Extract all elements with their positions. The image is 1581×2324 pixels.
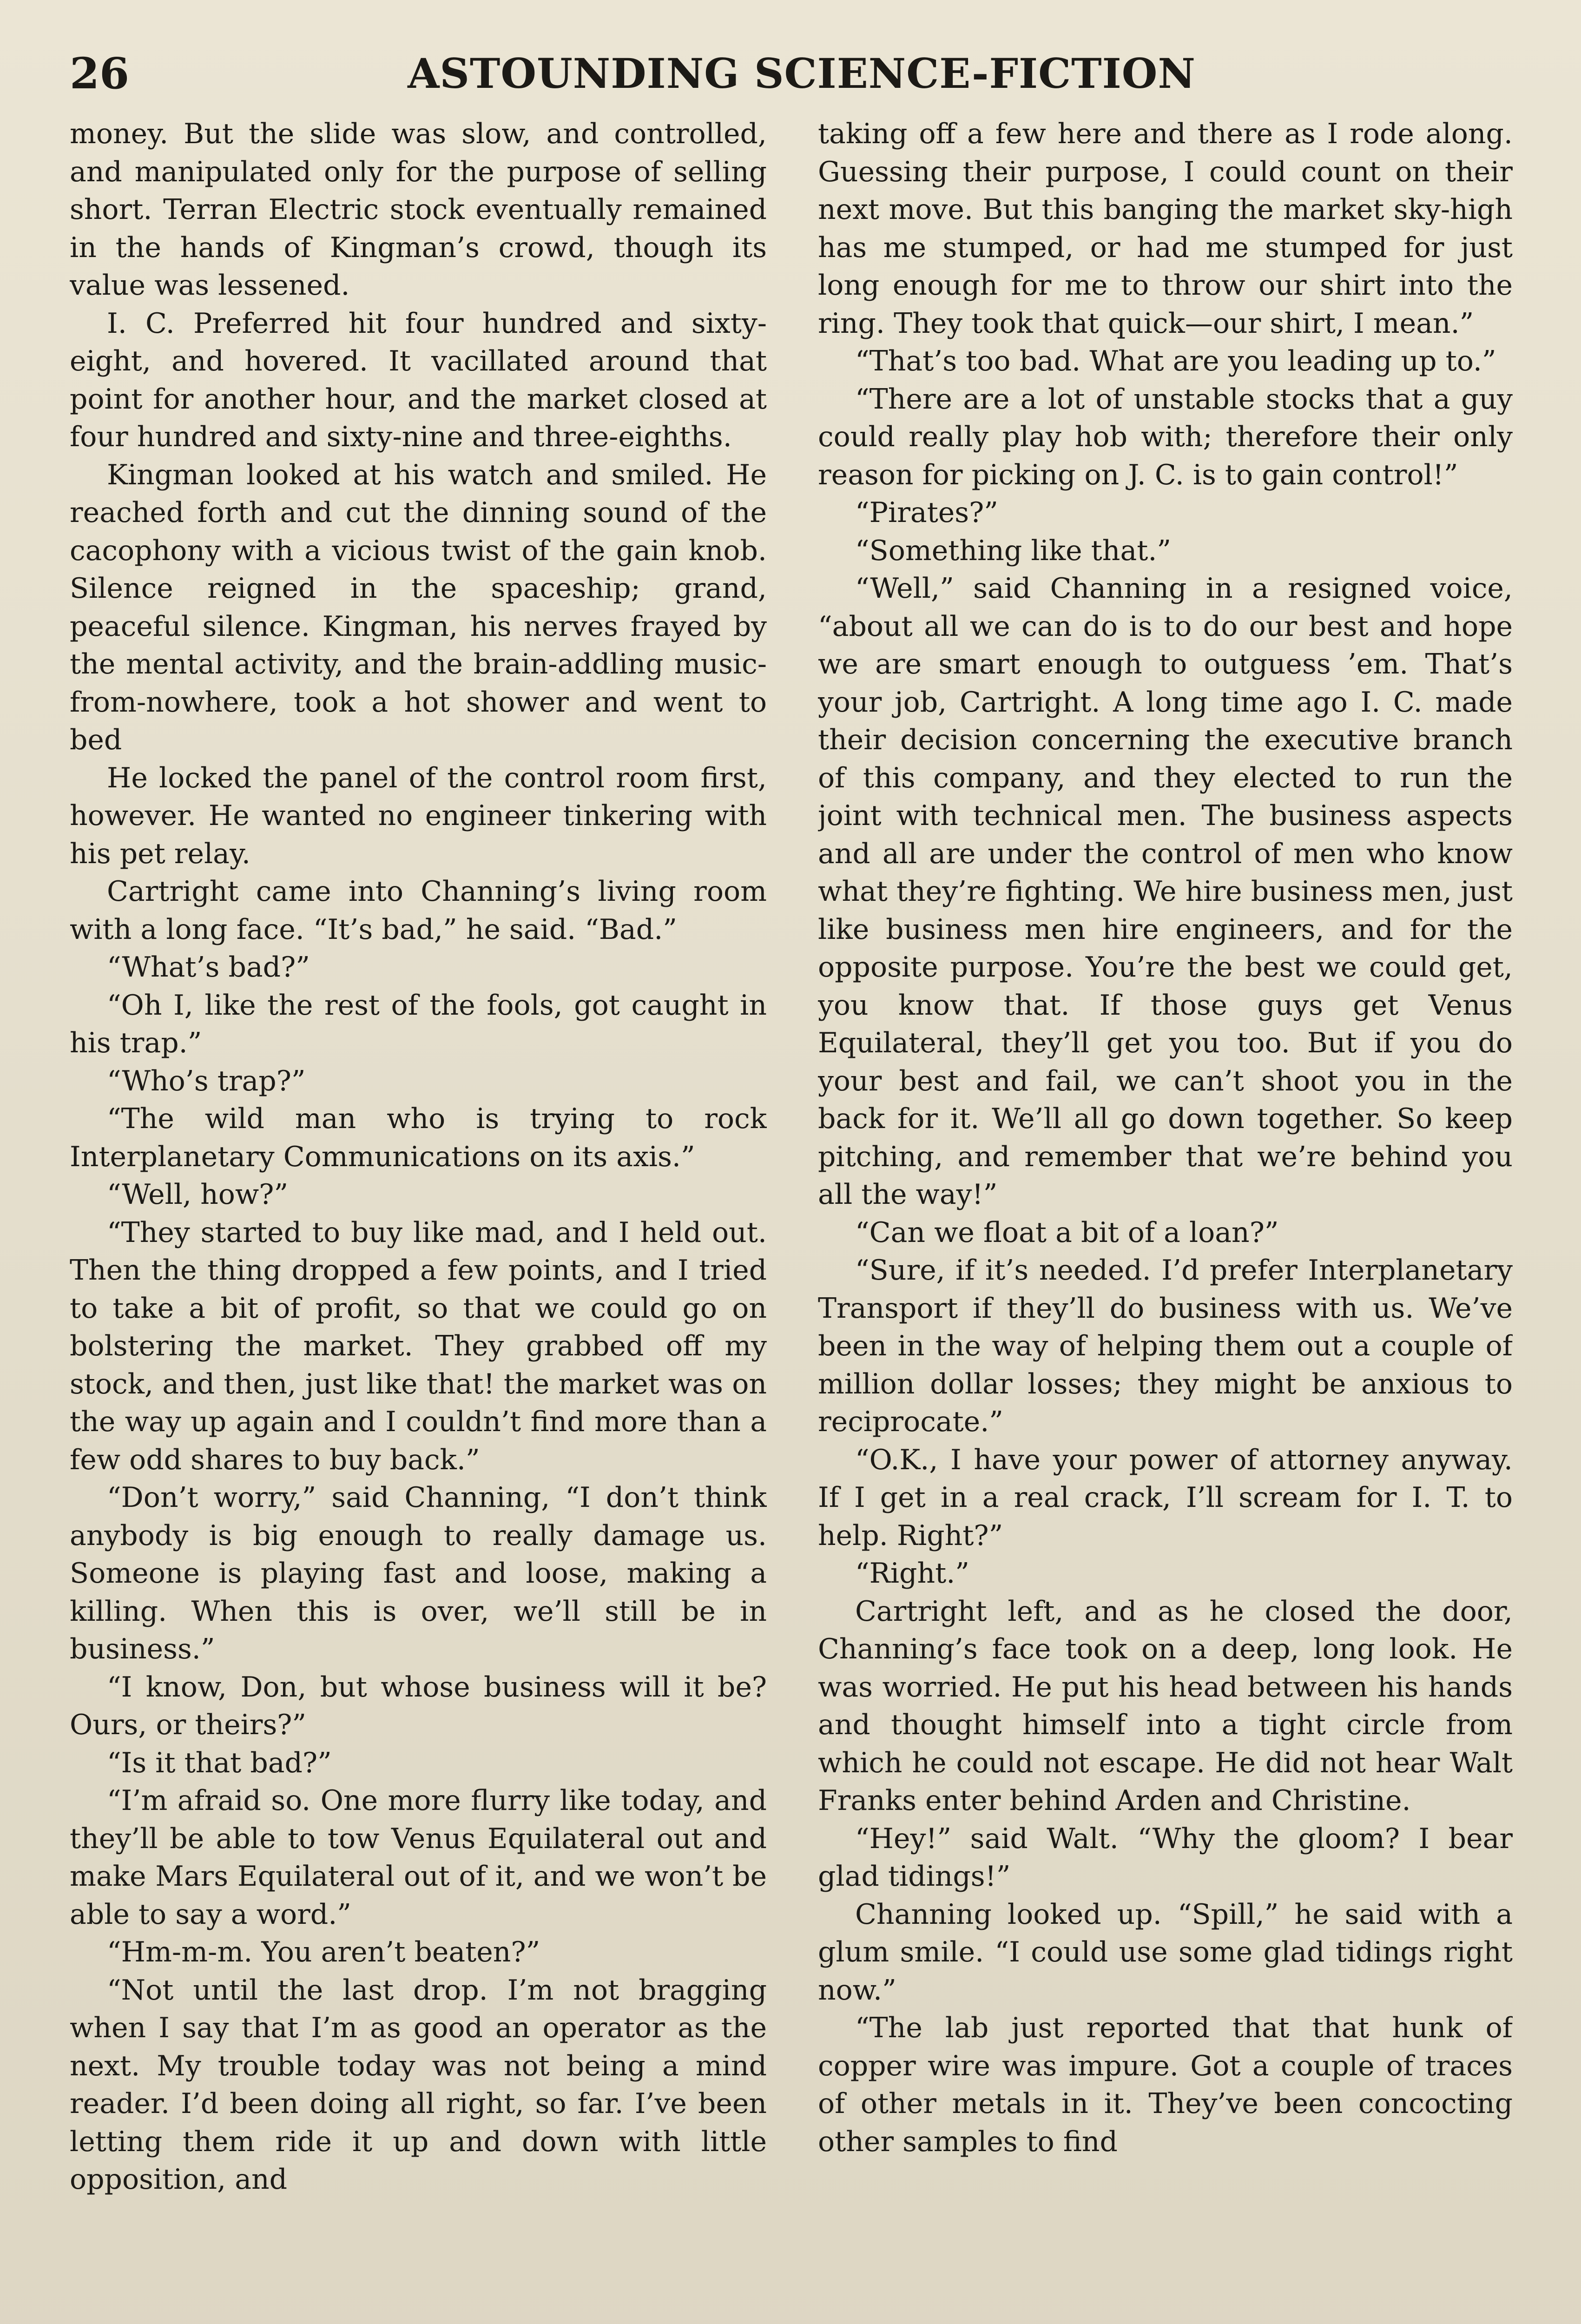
running-title: ASTOUNDING SCIENCE-FICTION bbox=[408, 49, 1196, 98]
paragraph: Cartright left, and as he closed the door, Channing’s face took on a deep, long look. He was worried. He put his head between his hands and thought himself into a tight circle from which he could not escape. He did not hear Walt Franks enter behind Arden and Christine. bbox=[818, 1595, 1513, 1817]
page-number: 26 bbox=[70, 48, 130, 99]
paragraph: “Oh I, like the rest of the fools, got caught in his trap.” bbox=[70, 989, 767, 1059]
paragraph: I. C. Preferred hit four hundred and sixty-eight, and hovered. It vacillated around that point for another hour, and the market closed at four hundred and sixty-nine and three-eighths. bbox=[70, 307, 767, 453]
paragraph: “They started to buy like mad, and I held out. Then the thing dropped a few points, and I tried to take a bit of profit, so that we could go on bolstering the market. They grabbed off my stock, and then, just like that! the market was on the way up again and I couldn’t find more than a few odd shares to buy back.” bbox=[70, 1216, 767, 1476]
paragraph: “Who’s trap?” bbox=[107, 1064, 306, 1097]
paragraph: “The wild man who is trying to rock Interplanetary Communications on its axis.” bbox=[70, 1103, 767, 1173]
paragraph: “Hey!” said Walt. “Why the gloom? I bear glad tidings!” bbox=[818, 1822, 1513, 1893]
paragraph: He locked the panel of the control room first, however. He wanted no engineer tinkering with his pet relay. bbox=[70, 761, 767, 870]
paragraph: “I know, Don, but whose business will it be? Ours, or theirs?” bbox=[70, 1670, 767, 1741]
paragraph: “Can we float a bit of a loan?” bbox=[855, 1216, 1279, 1249]
paragraph: Kingman looked at his watch and smiled. He reached forth and cut the dinning sound of the cacophony with a vicious twist of the gain knob. Silence reigned in the spaceship; grand, peaceful silence. Kingman, his nerves frayed by the mental activity, and the brain-addling music-from-nowhere, took a hot shower and went to bed bbox=[70, 458, 767, 756]
paragraph: “O.K., I have your power of attorney anyway. If I get in a real crack, I’ll scream for I. T. to help. Right?” bbox=[818, 1443, 1513, 1552]
paragraph: “The lab just reported that that hunk of copper wire was impure. Got a couple of traces of other metals in it. They’ve been concocting other samples to find bbox=[818, 2012, 1513, 2158]
paragraph: “Hm-m-m. You aren’t beaten?” bbox=[107, 1936, 540, 1968]
paragraph: “Don’t worry,” said Channing, “I don’t think anybody is big enough to really damage us. Someone is playing fast and loose, making a killing. When this is over, we’ll still be in business.” bbox=[70, 1481, 767, 1665]
left-column bbox=[70, 115, 767, 2324]
paragraph: “What’s bad?” bbox=[107, 951, 310, 984]
paragraph: “That’s too bad. What are you leading up to.” bbox=[855, 345, 1496, 377]
paragraph: taking off a few here and there as I rode along. Guessing their purpose, I could count on their next move. But this banging the market sky-high has me stumped, or had me stumped for just long enough for me to throw our shirt into the ring. They took that quick—our shirt, I mean.” bbox=[818, 118, 1513, 340]
paragraph: “There are a lot of unstable stocks that a guy could really play hob with; therefore their only reason for picking on J. C. is to gain control!” bbox=[818, 383, 1513, 491]
paragraph: “Well, how?” bbox=[107, 1178, 289, 1211]
paragraph: Cartright came into Channing’s living room with a long face. “It’s bad,” he said. “Bad.” bbox=[70, 875, 767, 946]
paragraph: “Not until the last drop. I’m not bragging when I say that I’m as good an operator as the next. My trouble today was not being a mind reader. I’d been doing all right, so far. I’ve been letting them ride it up and down with little opposition, and bbox=[70, 1974, 767, 2196]
paragraph: “I’m afraid so. One more flurry like today, and they’ll be able to tow Venus Equilateral out and make Mars Equilateral out of it, and we won’t be able to say a word.” bbox=[70, 1784, 767, 1931]
paragraph: “Pirates?” bbox=[855, 496, 998, 529]
paragraph: money. But the slide was slow, and controlled, and manipulated only for the purpose of selling short. Terran Electric stock eventually remained in the hands of Kingman’s crowd, though its value was lessened. bbox=[70, 118, 767, 302]
paragraph: “Is it that bad?” bbox=[107, 1746, 332, 1779]
page-header bbox=[70, 41, 1534, 106]
paragraph: “Well,” said Channing in a resigned voice, “about all we can do is to do our best and hope we are smart enough to outguess ’em. That’s your job, Cartright. A long time ago I. C. made their decision concerning the executive branch of this company, and they elected to run the joint with technical men. The business aspects and all are under the control of men who know what they’re fighting. We hire business men, just like business men hire engineers, and for the opposite purpose. You’re the best we could get, you know that. If those guys get Venus Equilateral, they’ll get you too. But if you do your best and fail, we can’t shoot you in the back for it. We’ll all go down together. So keep pitching, and remember that we’re behind you all the way!” bbox=[818, 572, 1513, 1211]
paragraph: “Sure, if it’s needed. I’d prefer Interplanetary Transport if they’ll do business with us. We’ve been in the way of helping them out a couple of million dollar losses; they might be anxious to reciprocate.” bbox=[818, 1254, 1513, 1438]
paragraph: “Right.” bbox=[855, 1557, 969, 1590]
right-column bbox=[818, 115, 1513, 2324]
paragraph: “Something like that.” bbox=[855, 534, 1172, 567]
paragraph: Channing looked up. “Spill,” he said with a glum smile. “I could use some glad tidings right now.” bbox=[818, 1898, 1513, 2007]
